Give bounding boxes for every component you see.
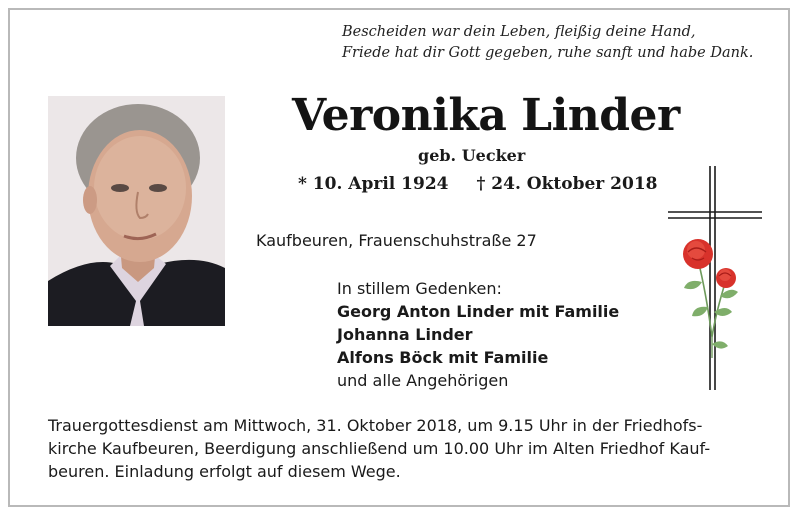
maiden-name: geb. Uecker xyxy=(418,146,526,165)
portrait-photo xyxy=(48,96,225,326)
service-line: beuren. Einladung erfolgt auf diesem Wege. xyxy=(48,462,401,481)
funeral-service-info xyxy=(48,414,760,483)
mourners-block xyxy=(337,277,619,392)
mourner-name: Alfons Böck mit Familie xyxy=(337,348,549,367)
motto-line: Bescheiden war dein Leben, fleißig deine Hand, xyxy=(342,24,696,40)
death-date: † 24. Oktober 2018 xyxy=(476,174,658,194)
life-dates xyxy=(298,174,657,194)
service-line: kirche Kaufbeuren, Beerdigung anschließend um 10.00 Uhr im Alten Friedhof Kauf- xyxy=(48,439,711,458)
service-line: Trauergottesdienst am Mittwoch, 31. Oktober 2018, um 9.15 Uhr in der Friedhofs- xyxy=(48,416,703,435)
birth-date: * 10. April 1924 xyxy=(298,174,449,194)
motto-verse xyxy=(342,22,772,64)
mourner-name: Johanna Linder xyxy=(337,325,473,344)
mourners-intro: In stillem Gedenken: xyxy=(337,279,502,298)
deceased-name: Veronika Linder xyxy=(292,90,680,141)
portrait-photo-icon xyxy=(48,96,225,326)
cross-with-roses-icon xyxy=(662,162,772,394)
mourners-closing: und alle Angehörigen xyxy=(337,371,509,390)
mourner-name: Georg Anton Linder mit Familie xyxy=(337,302,620,321)
motto-line: Friede hat dir Gott gegeben, ruhe sanft und habe Dank. xyxy=(342,45,754,61)
residence-address: Kaufbeuren, Frauenschuhstraße 27 xyxy=(256,231,537,250)
